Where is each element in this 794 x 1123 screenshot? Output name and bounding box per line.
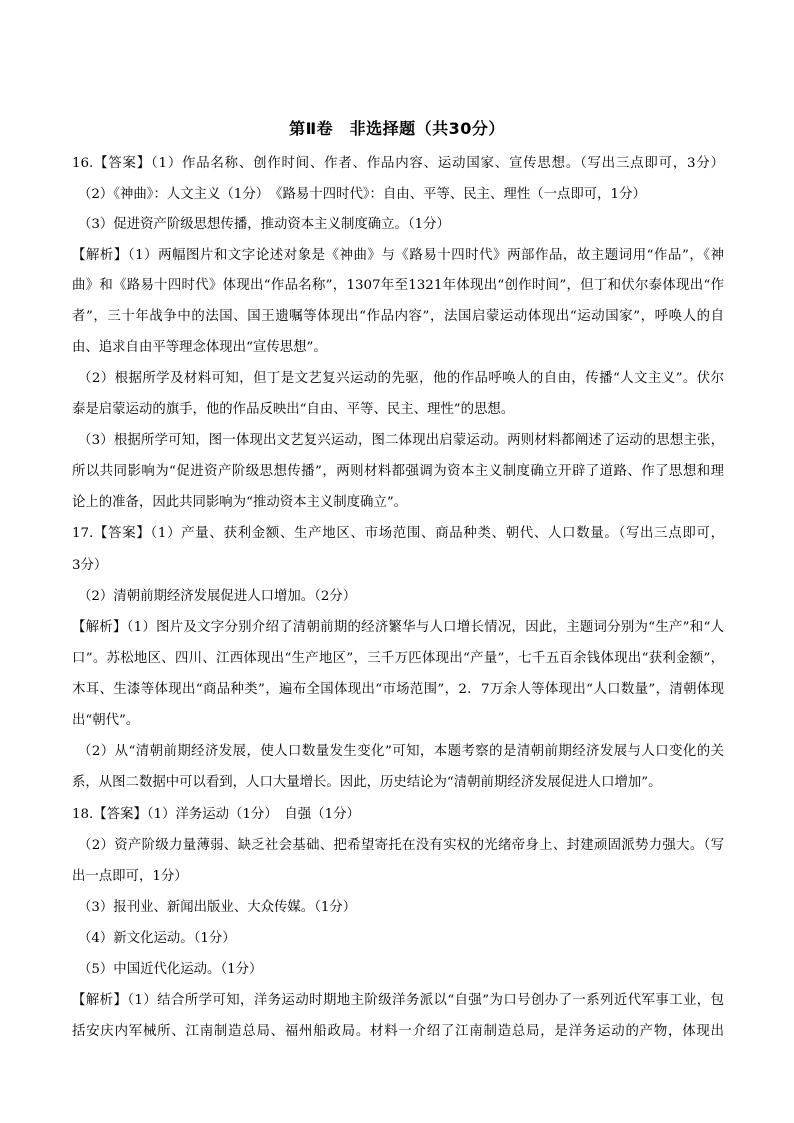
answer-18-line: （4）新文化运动。（1分） (78, 931, 236, 946)
analysis-18-line: 【解析】（1）结合所学可知，洋务运动时期地主阶级洋务派以“自强”为口号创办了一系列近代军事工业，包 (72, 993, 724, 1008)
answer-18-line: （5）中国近代化运动。（1分） (78, 962, 263, 977)
analysis-16-line: 曲》和《路易十四时代》体现出“作品名称”，1307年至1321年体现出“创作时间”，但丁和伏尔泰体现出“作 (72, 278, 724, 293)
answer-18-line: （2）资产阶级力量薄弱、缺乏社会基础、把希望寄托在没有实权的光绪帝身上、封建顽固派势力强大。（写 (78, 838, 724, 853)
analysis-16-line: （2）根据所学及材料可知，但丁是文艺复兴运动的先驱，他的作品呼唤人的自由，传播“人文主义”。伏尔 (78, 371, 724, 386)
answer-16-line: 16.【答案】（1）作品名称、创作时间、作者、作品内容、运动国家、宣传思想。（写出三点即可，3分） (72, 156, 724, 171)
analysis-16-line: 泰是启蒙运动的旗手，他的作品反映出“自由、平等、民主、理性”的思想。 (72, 402, 515, 417)
answer-16-line: （2）《神曲》：人文主义（1分） 《路易十四时代》：自由、平等、民主、理性（一点即可，1分） (78, 187, 646, 202)
analysis-16-line: （3）根据所学可知，图一体现出文艺复兴运动，图二体现出启蒙运动。两则材料都阐述了运动的思想主张， (78, 433, 724, 448)
answer-17-line: （2）清朝前期经济发展促进人口增加。（2分） (78, 589, 357, 604)
analysis-16-line: 【解析】（1）两幅图片和文字论述对象是《神曲》与《路易十四时代》两部作品，故主题词用“作品”，《神 (72, 248, 724, 263)
answer-16-line: （3）促进资产阶级思想传播，推动资本主义制度确立。（1分） (78, 217, 450, 232)
answer-17-line: 17.【答案】（1）产量、获利金额、生产地区、市场范围、商品种类、朝代、人口数量。（写出三点即可， (72, 526, 724, 541)
section-title: 第Ⅱ卷 非选择题（共30分） (289, 119, 505, 138)
analysis-17-line: 木耳、生漆等体现出“商品种类”，遍布全国体现出“市场范围”，2．7万余人等体现出“人口数量”，清朝体现 (72, 682, 724, 697)
analysis-17-line: 【解析】（1）图片及文字分别介绍了清朝前期的经济繁华与人口增长情况，因此，主题词分别为“生产”和“人 (72, 620, 724, 635)
analysis-16-line: 由、追求自由平等理念体现出“宣传思想”。 (72, 340, 327, 355)
answer-18-line: 18.【答案】（1）洋务运动（1分） 自强（1分） (72, 807, 360, 822)
analysis-17-line: （2）从“清朝前期经济发展，使人口数量发生变化”可知，本题考察的是清朝前期经济发展与人口变化的关 (78, 744, 724, 759)
analysis-17-line: 口”。苏松地区、四川、江西体现出“生产地区”，三千万匹体现出“产量”，七千五百余钱体现出“获利金额”， (72, 651, 724, 666)
analysis-17-line: 系，从图二数据中可以看到，人口大量增长。因此，历史结论为“清朝前期经济发展促进人口增加”。 (72, 775, 662, 790)
analysis-18-line: 括安庆内军械所、江南制造总局、福州船政局。材料一介绍了江南制造总局，是洋务运动的产物，体现出 (72, 1024, 724, 1039)
analysis-16-line: 论上的准备，因此共同影响为“推动资本主义制度确立”。 (72, 495, 408, 510)
analysis-17-line: 出“朝代”。 (72, 713, 140, 728)
answer-17-line: 3分） (72, 558, 108, 573)
analysis-16-line: 所以共同影响为“促进资产阶级思想传播”，两则材料都强调为资本主义制度确立开辟了道路、作了思想和理 (72, 464, 724, 479)
answer-18-line: 出一点即可，1分） (72, 869, 188, 884)
analysis-16-line: 者”，三十年战争中的法国、国王遗嘱等体现出“作品内容”，法国启蒙运动体现出“运动国家”，呼唤人的自 (72, 309, 724, 324)
answer-18-line: （3）报刊业、新闻出版业、大众传媒。（1分） (78, 900, 357, 915)
